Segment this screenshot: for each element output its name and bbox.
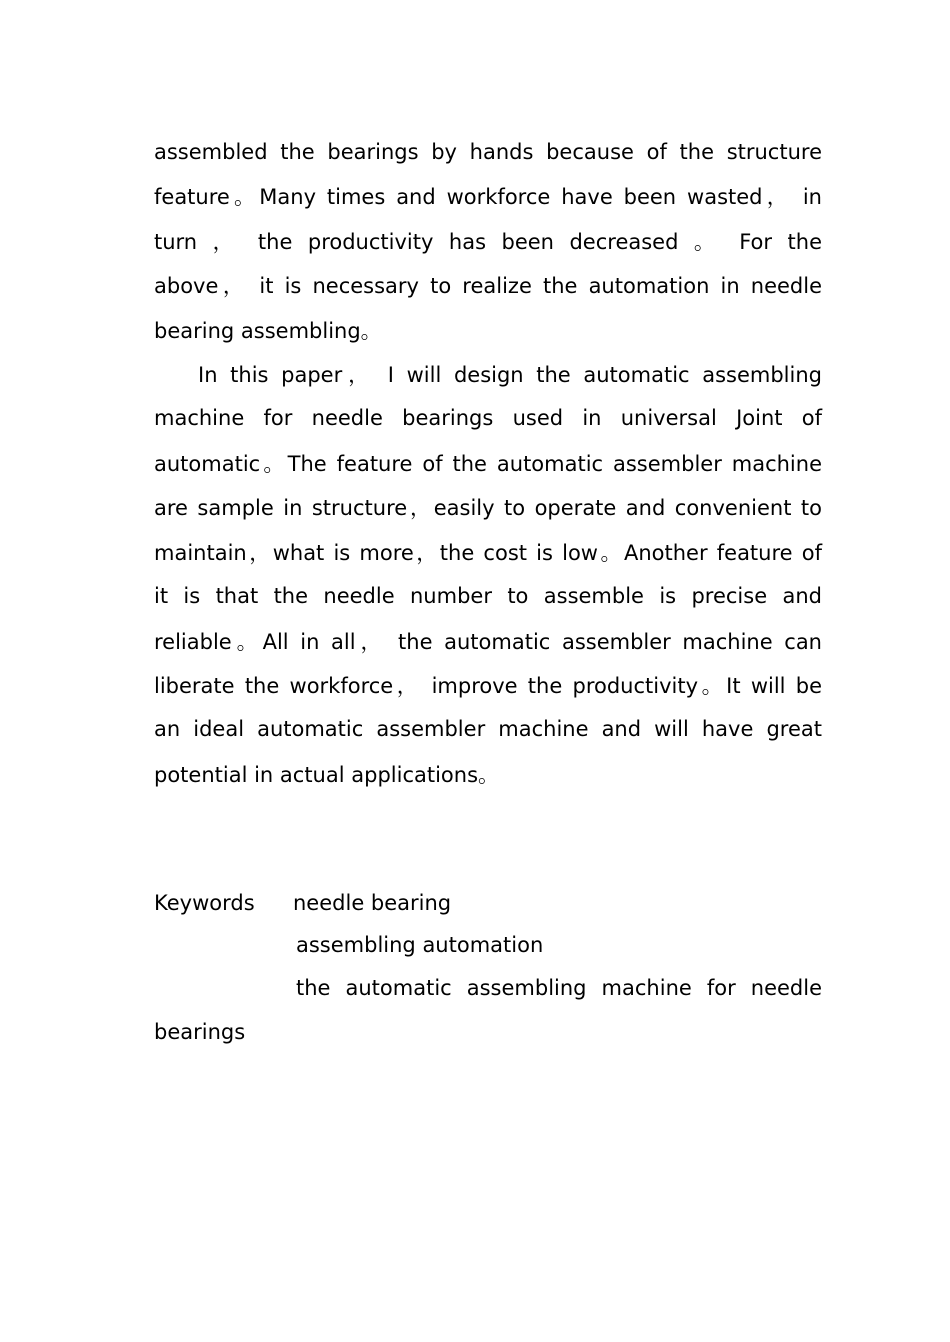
text-line: an ideal automatic assembler machine and will have great — [154, 717, 822, 741]
text-line: feature。Many times and workforce have been wasted， in — [154, 185, 822, 209]
text-line: above， it is necessary to realize the automation in needle — [154, 274, 822, 298]
text-line: reliable。All in all， the automatic assembler machine can — [154, 630, 822, 654]
keyword-item: assembling automation — [296, 933, 544, 957]
text-line: potential in actual applications。 — [154, 763, 500, 787]
text-line: automatic。The feature of the automatic assembler machine — [154, 452, 822, 476]
keywords-label: Keywords — [154, 891, 255, 915]
text-line: bearing assembling。 — [154, 319, 382, 343]
text-line: assembled the bearings by hands because of the structure — [154, 140, 822, 164]
keyword-item: needle bearing — [293, 891, 452, 915]
text-line: In this paper， I will design the automatic assembling — [198, 363, 822, 387]
text-line: liberate the workforce， improve the productivity。It will be — [154, 674, 822, 698]
text-line: maintain，what is more，the cost is low。Another feature of — [154, 541, 822, 565]
text-line: turn ， the productivity has been decreased 。 For the — [154, 230, 822, 254]
text-line: it is that the needle number to assemble is precise and — [154, 584, 822, 608]
keyword-item: the automatic assembling machine for needle — [296, 976, 822, 1000]
text-line: machine for needle bearings used in universal Joint of — [154, 406, 822, 430]
keyword-item-continuation: bearings — [154, 1020, 246, 1044]
text-line: are sample in structure，easily to operate and convenient to — [154, 496, 822, 520]
